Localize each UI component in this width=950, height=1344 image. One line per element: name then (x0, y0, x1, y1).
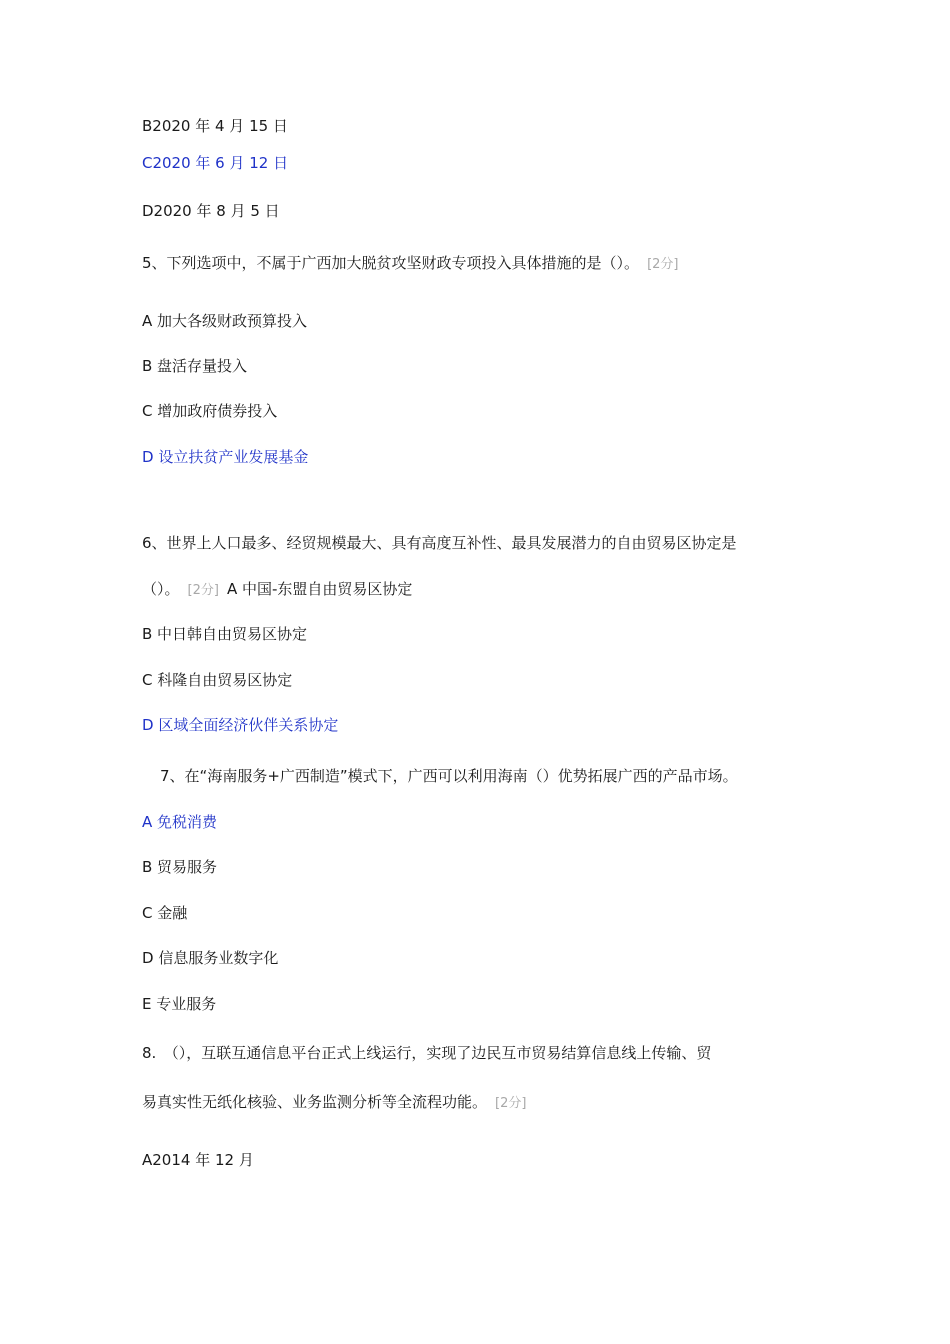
q8-stem-line1: 8. （），互联互通信息平台正式上线运行，实现了边民互市贸易结算信息线上传输、贸 (142, 1044, 712, 1062)
q5-option-c: C 增加政府债券投入 (142, 402, 278, 420)
q5-option-b: B 盘活存量投入 (142, 357, 248, 375)
q6-stem-line1: 6、世界上人口最多、经贸规模最大、具有高度互补性、最具发展潜力的自由贸易区协定是 (142, 534, 737, 552)
q4-option-d: D2020 年 8 月 5 日 (142, 202, 280, 220)
q6-option-b: B 中日韩自由贸易区协定 (142, 625, 308, 643)
q6-stem-tail: （）。 (142, 580, 180, 598)
q6-option-c: C 科隆自由贸易区协定 (142, 671, 293, 689)
q7-stem: 7、在“海南服务+广西制造”模式下，广西可以利用海南（）优势拓展广西的产品市场。 (160, 767, 738, 785)
q7-option-b: B 贸易服务 (142, 858, 218, 876)
q7-option-e: E 专业服务 (142, 995, 217, 1013)
q5-option-d-answer: D 设立扶贫产业发展基金 (142, 448, 309, 466)
q8-stem-tail: 易真实性无纸化核验、业务监测分析等全流程功能。 (142, 1093, 488, 1111)
q5-stem-line (142, 253, 678, 275)
q4-option-b: B2020 年 4 月 15 日 (142, 117, 288, 135)
q6-option-a: A 中国-东盟自由贸易区协定 (226, 580, 413, 598)
q5-stem: 5、下列选项中，不属于广西加大脱贫攻坚财政专项投入具体措施的是（）。 (142, 254, 640, 272)
q6-stem-line2 (142, 579, 412, 601)
q5-option-a: A 加大各级财政预算投入 (142, 312, 308, 330)
q6-option-d-answer: D 区域全面经济伙伴关系协定 (142, 716, 339, 734)
q4-option-c-answer: C2020 年 6 月 12 日 (142, 154, 289, 172)
q7-option-a-answer: A 免税消费 (142, 813, 218, 831)
q8-option-a: A2014 年 12 月 (142, 1151, 254, 1169)
q5-score: [2分] (647, 257, 679, 272)
q7-option-d: D 信息服务业数字化 (142, 949, 279, 967)
q7-option-c: C 金融 (142, 904, 188, 922)
q8-stem-line2 (142, 1092, 526, 1114)
q6-score: [2分] (187, 583, 219, 598)
q8-score: [2分] (495, 1096, 527, 1111)
